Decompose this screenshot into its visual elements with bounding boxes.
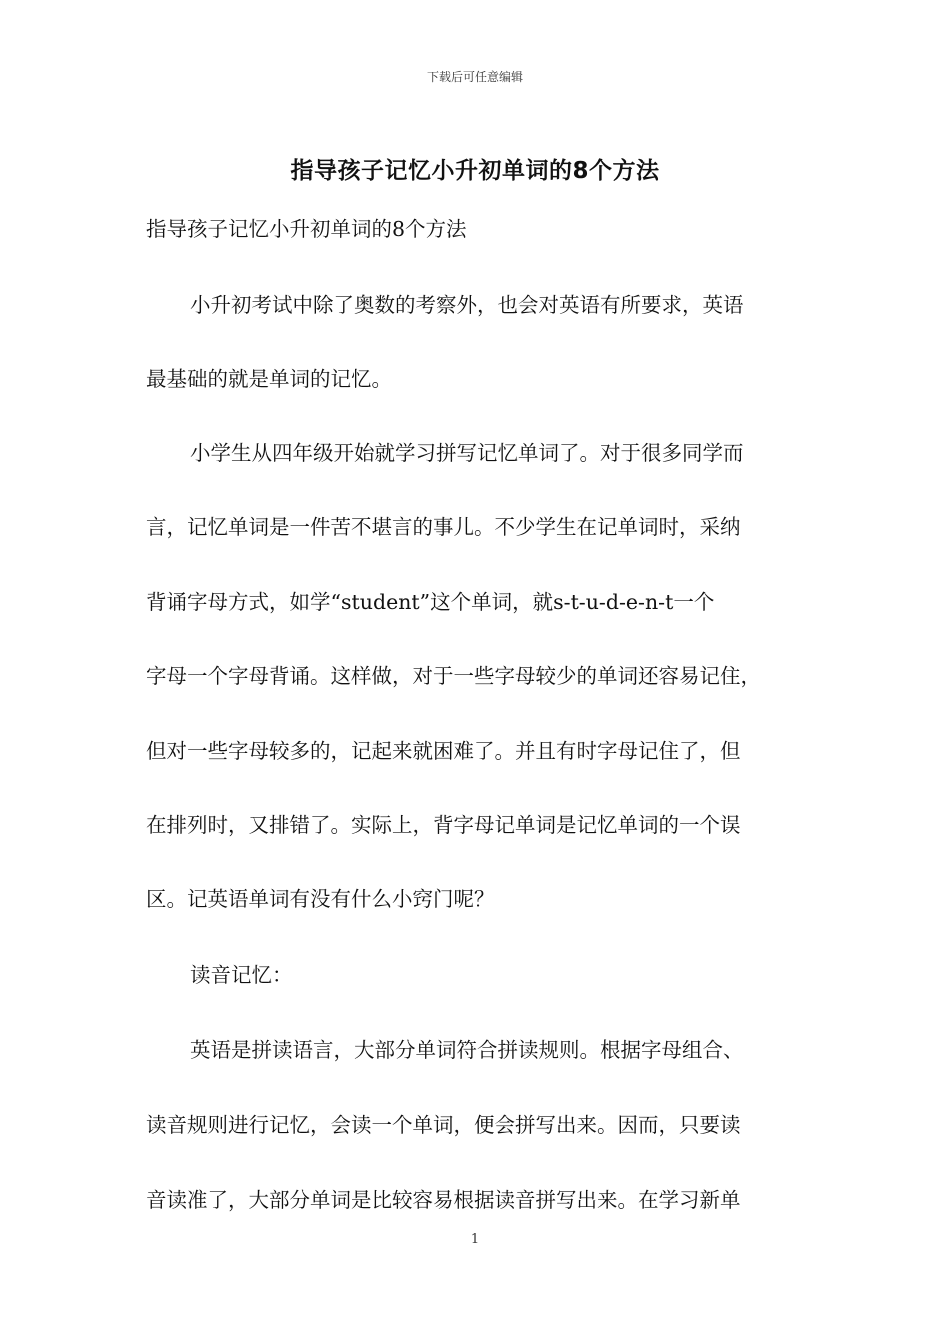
text-line: 读音规则进行记忆，会读一个单词，便会拼写出来。因而，只要读	[146, 1113, 741, 1137]
text-line: 小学生从四年级开始就学习拼写记忆单词了。对于很多同学而	[190, 441, 744, 465]
text-line: 最基础的就是单词的记忆。	[146, 367, 392, 391]
text-line: 在排列时，又排错了。实际上，背字母记单词是记忆单词的一个误	[146, 813, 741, 837]
header-note: 下载后可任意编辑	[426, 70, 523, 84]
text-line: 字母一个字母背诵。这样做，对于一些字母较少的单词还容易记住，	[146, 664, 761, 688]
text-line: 指导孩子记忆小升初单词的8个方法	[146, 217, 467, 241]
page-number: 1	[470, 1232, 480, 1247]
text-line: 言，记忆单词是一件苦不堪言的事儿。不少学生在记单词时，采纳	[146, 515, 741, 539]
section-heading: 读音记忆：	[190, 963, 293, 987]
text-line: 区。记英语单词有没有什么小窍门呢？	[146, 887, 495, 911]
text-line: 但对一些字母较多的，记起来就困难了。并且有时字母记住了，但	[146, 739, 741, 763]
document-title: 指导孩子记忆小升初单词的8个方法	[290, 158, 660, 184]
text-line: 英语是拼读语言，大部分单词符合拼读规则。根据字母组合、	[190, 1038, 744, 1062]
text-line: 背诵字母方式，如学“student”这个单词，就s-t-u-d-e-n-t一个	[146, 590, 715, 614]
text-line: 音读准了，大部分单词是比较容易根据读音拼写出来。在学习新单	[146, 1188, 741, 1212]
text-line: 小升初考试中除了奥数的考察外，也会对英语有所要求，英语	[190, 293, 744, 317]
